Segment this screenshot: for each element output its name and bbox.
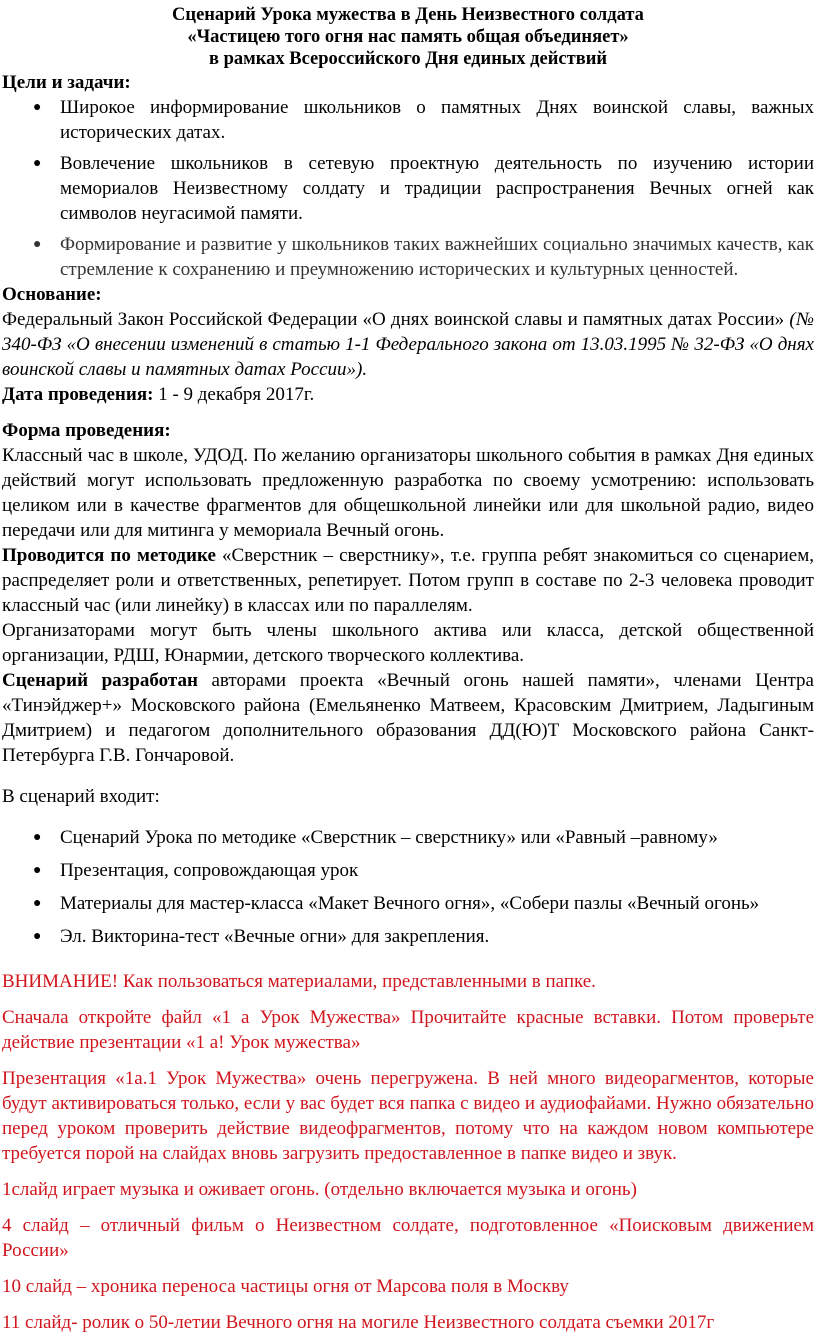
basis-paragraph [2,307,814,382]
bullet-icon: ● [33,929,42,944]
includes-list [2,825,814,949]
basis-heading: Основание: [2,284,102,305]
date-label: Дата проведения: [2,384,154,405]
basis-italic: (№ 340-ФЗ «О внесении изменений в статью 1-1 Федерального закона от 13.03.1995 № 32-ФЗ «О днях воинской славы и памятных датах России»). [2,309,815,380]
includes-heading: В сценарий входит: [2,786,160,807]
includes-item: ● Материалы для мастер-класса «Макет Вечного огня», «Собери пазлы «Вечный огонь» [33,893,760,914]
includes-item: ● Эл. Викторина-тест «Вечные огни» для закрепления. [33,926,490,947]
method-text: «Сверстник – сверстнику», т.е. группа ребят знакомиться со сценарием, распределяет роли и ответственных, репетирует. Потом групп в составе по 2-3 человека проводит классный час (или линейку) в классах или по параллелям. [2,545,814,616]
goals-heading: Цели и задачи: [2,72,131,93]
note-presentation: Презентация «1а.1 Урок Мужества» очень перегружена. В ней много видеорагментов, которые будут активироваться только, если у вас будет вся папка с видео и аудиофайами. Нужно обязательно перед уроком проверить действие видеофрагментов, потому что на каждом новом компьютере требуется порой на слайдах вновь загрузить предоставленное в папке видео и звук. [2,1068,814,1164]
bullet-icon: ● [33,237,42,252]
includes-item: ● Презентация, сопровождающая урок [33,860,359,881]
authors-text: авторами проекта «Вечный огонь нашей памяти», членами Центра «Тинэйджер+» Московского района (Емельяненко Матвеем, Красовским Дмитрием, Ладыгиным Дмитрием) и педагогом дополнительного образования ДД(Ю)Т Московского района Санкт-Петербурга Г.В. Гончаровой. [2,670,814,766]
bullet-icon: ● [33,896,42,911]
method-label: Проводится по методике [2,545,216,566]
document-page [0,4,816,1335]
note-open-file: Сначала откройте файл «1 а Урок Мужества» Прочитайте красные вставки. Потом проверьте действие презентации «1 а! Урок мужества» [2,1007,814,1053]
includes-item: ● Сценарий Урока по методике «Сверстник – сверстнику» или «Равный –равному» [33,827,718,848]
bullet-icon: ● [33,156,42,171]
method-paragraph [2,543,814,618]
basis-text: Федеральный Закон Российской Федерации «О днях воинской славы и памятных датах России» [2,309,785,330]
title-line-2: «Частицею того огня нас память общая объединяет» [187,27,629,47]
bullet-icon: ● [33,100,42,115]
form-text: Классный час в школе, УДОД. По желанию организаторы школьного события в рамках Дня единых действий могут использовать предложенную разработка по своему усмотрению: использовать целиком или в качестве фрагментов для общешкольной линейки или для школьной радио, видео передачи или для митинга у мемориала Вечный огонь. [2,445,814,541]
title-line-1: Сценарий Урока мужества в День Неизвестного солдата [172,5,644,25]
note-slide-10: 10 слайд – хроника переноса частицы огня от Марсова поля в Москву [2,1276,569,1297]
date-line [2,382,814,407]
goals-item: ● Вовлечение школьников в сетевую проектную деятельность по изучению истории мемориалов Неизвестному солдату и традиции распространения Вечных огней как символов неугасимой памяти. [33,153,814,224]
bullet-icon: ● [33,863,42,878]
authors-paragraph [2,668,814,768]
goals-item: ● Формирование и развитие у школьников таких важнейших социально значимых качеств, как стремление к сохранению и преумножению исторических и культурных ценностей. [33,234,814,280]
form-heading: Форма проведения: [2,420,171,441]
organizers-text: Организаторами могут быть члены школьного актива или класса, детской общественной организации, РДШ, Юнармии, детского творческого коллектива. [2,620,814,666]
note-attention: ВНИМАНИЕ! Как пользоваться материалами, представленными в папке. [2,971,596,992]
note-slide-1: 1слайд играет музыка и оживает огонь. (отдельно включается музыка и огонь) [2,1179,637,1200]
goals-item: ● Широкое информирование школьников о памятных Днях воинской славы, важных исторических датах. [33,97,814,143]
title-line-3: в рамках Всероссийского Дня единых действий [208,49,608,69]
authors-label: Сценарий разработан [2,670,198,691]
document-title [2,4,814,70]
note-slide-4: 4 слайд – отличный фильм о Неизвестном солдате, подготовленное «Поисковым движением России» [2,1215,814,1261]
bullet-icon: ● [33,830,42,845]
goals-list [2,95,814,282]
note-slide-11: 11 слайд- ролик о 50-летии Вечного огня на могиле Неизвестного солдата съемки 2017г [2,1312,715,1333]
date-value: 1 - 9 декабря 2017г. [153,384,315,405]
